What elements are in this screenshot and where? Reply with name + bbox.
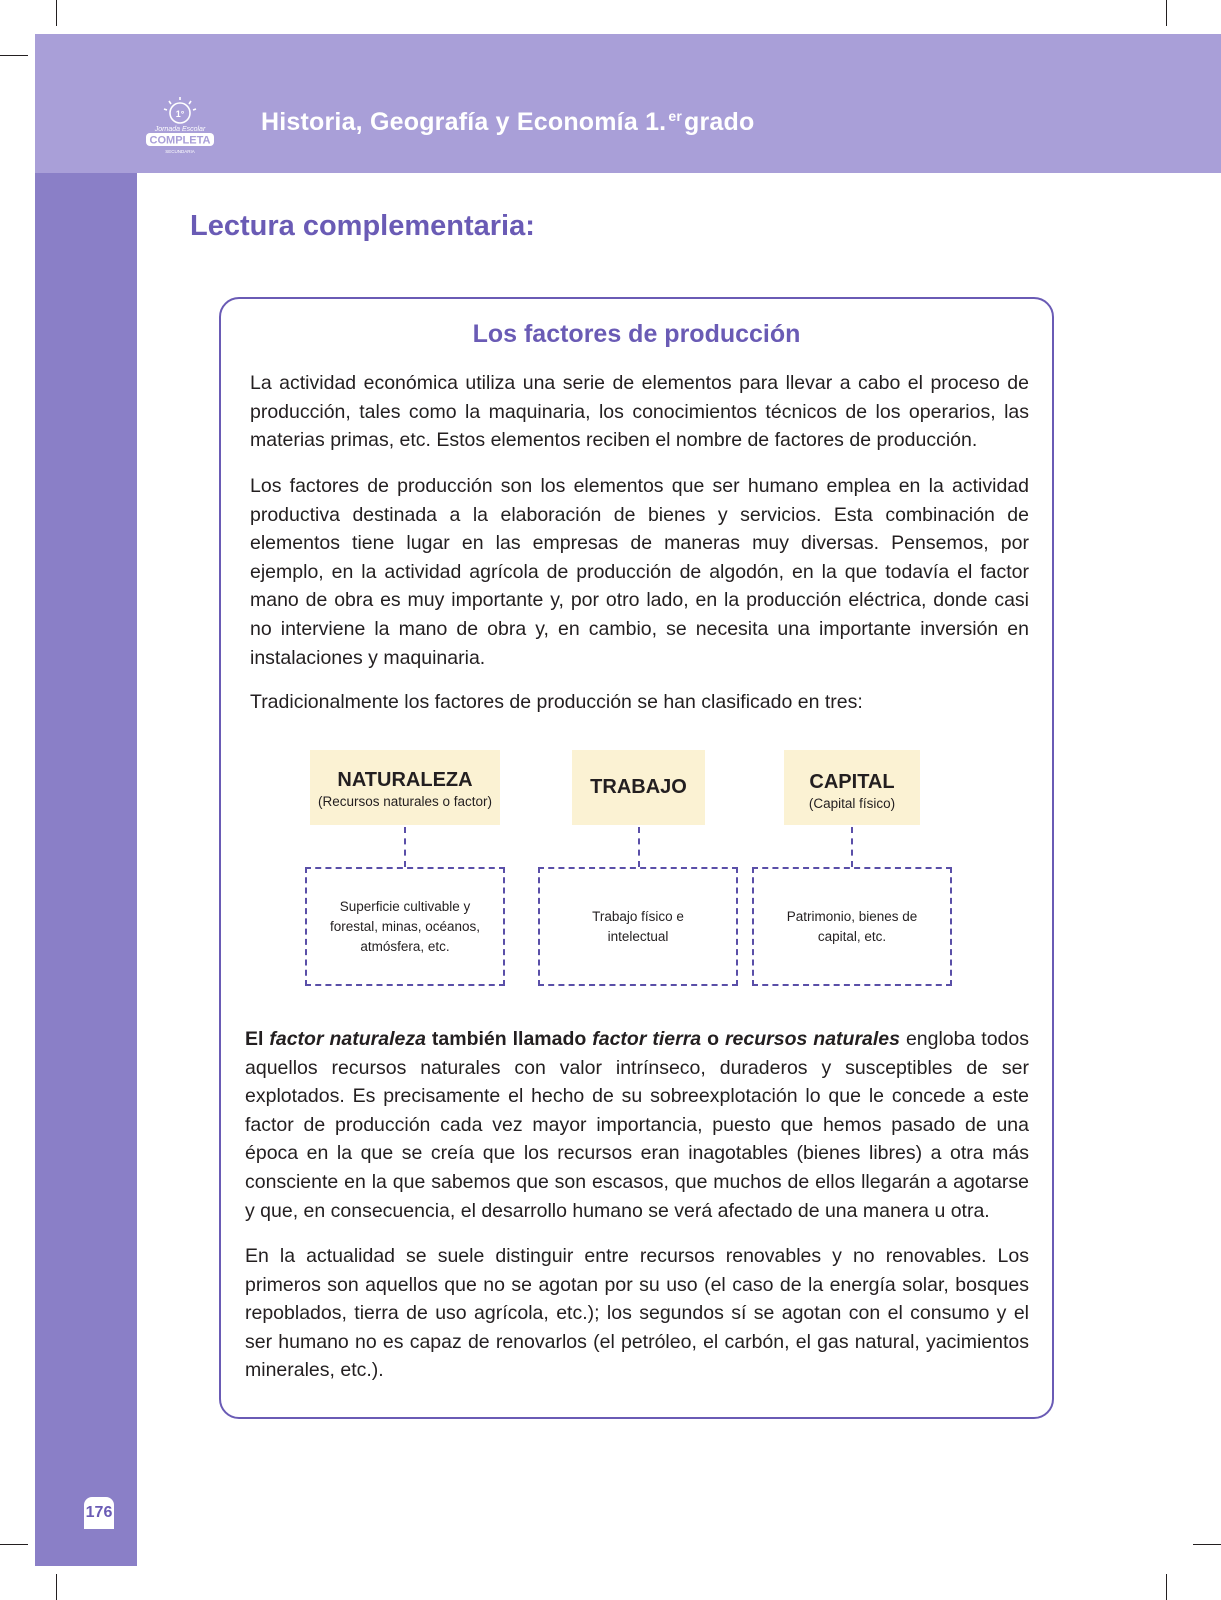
crop-mark [1166, 1574, 1167, 1600]
paragraph-1: La actividad económica utiliza una serie de elementos para llevar a cabo el proceso de producción, tales como la maquinaria, los conocimientos técnicos de los operarios, las materias primas, etc. Estos elementos reciben el nombre de factores de producción. [250, 372, 1029, 452]
paragraph-3: Tradicionalmente los factores de producción se han clasificado en tres: [250, 691, 863, 713]
factor-naturaleza [310, 750, 500, 825]
crop-mark [0, 55, 28, 56]
factor-detail-trabajo: Trabajo físico e intelectual [538, 867, 738, 986]
p4-text: o [701, 1028, 725, 1050]
paragraph-4 [245, 1025, 1029, 1225]
jornada-completa-logo [140, 95, 220, 157]
connector-line [638, 827, 640, 867]
factor-detail-naturaleza: Superficie cultivable y forestal, minas, océanos, atmósfera, etc. [305, 867, 505, 986]
paragraph-2: Los factores de producción son los elementos que ser humano emplea en la actividad productiva destinada a la elaboración de bienes y servicios. Esta combinación de elementos tiene lugar en las empresas de maneras muy diversas. Pensemos, por ejemplo, en la actividad agrícola de producción de algodón, en la que todavía el factor mano de obra es muy importante y, por otro lado, en la producción eléctrica, donde casi no interviene la mano de obra y, en cambio, se necesita una importante inversión en instalaciones y maquinaria. [250, 475, 1029, 669]
header-title-main: Historia, Geografía y Economía 1. [261, 108, 667, 136]
crop-mark [1166, 0, 1167, 26]
page-number: 176 [84, 1497, 114, 1529]
paragraph-5: En la actualidad se suele distinguir entre recursos renovables y no renovables. Los primeros son aquellos que no se agotan por su uso (el caso de la energía solar, bosques repoblados, tierra de uso agrícola, etc.); los segundos sí se agotan con el consumo y el ser humano no es capaz de renovarlos (el petróleo, el carbón, el gas natural, yacimientos minerales, etc.). [245, 1245, 1029, 1382]
crop-mark [56, 0, 57, 26]
factor-subtitle: (Capital físico) [808, 796, 896, 811]
factor-name: CAPITAL [809, 771, 895, 793]
header-title [261, 108, 754, 137]
p4-term: recursos naturales [724, 1028, 900, 1050]
reading-title: Los factores de producción [472, 320, 801, 348]
factor-trabajo [572, 750, 705, 825]
logo-line1: Jornada Escolar [154, 126, 206, 133]
sidebar-band [35, 173, 137, 1566]
factor-name: NATURALEZA [337, 769, 473, 791]
p4-text: engloba todos aquellos recursos naturales con valor intrínseco, duraderos y susceptibles de ser explotados. Es precisamente el hecho de su sobreexplotación lo que le concede a este factor de producción cada vez mayor importancia, puesto que hemos pasado de una época en la que se creía que los recursos eran inagotables (bienes libres) a otra más consciente en la que sabemos que son escasos, que muchos de ellos llegarán a agotarse y que, en consecuencia, el desarrollo humano se verá afectado de una manera u otra. [245, 1028, 1029, 1222]
factor-subtitle: (Recursos naturales o factor) [317, 794, 493, 809]
p4-text: también llamado [425, 1028, 593, 1050]
factor-detail-capital: Patrimonio, bienes de capital, etc. [752, 867, 952, 986]
header-title-end: grado [683, 108, 755, 136]
header-title-sup: er [668, 108, 682, 124]
factor-capital [784, 750, 920, 825]
connector-line [851, 827, 853, 867]
crop-mark [56, 1574, 57, 1600]
crop-mark [1193, 1544, 1221, 1545]
factor-name: TRABAJO [590, 776, 687, 798]
p4-term: factor tierra [592, 1028, 702, 1050]
p4-term: factor naturaleza [269, 1028, 426, 1050]
p4-text: El [245, 1028, 270, 1050]
logo-line2: COMPLETA [149, 134, 211, 147]
crop-mark [0, 1544, 28, 1545]
section-title: Lectura complementaria: [190, 210, 535, 242]
logo-line3: SECUNDARIA [165, 149, 195, 154]
connector-line [404, 827, 406, 867]
svg-text:1°: 1° [175, 109, 185, 119]
